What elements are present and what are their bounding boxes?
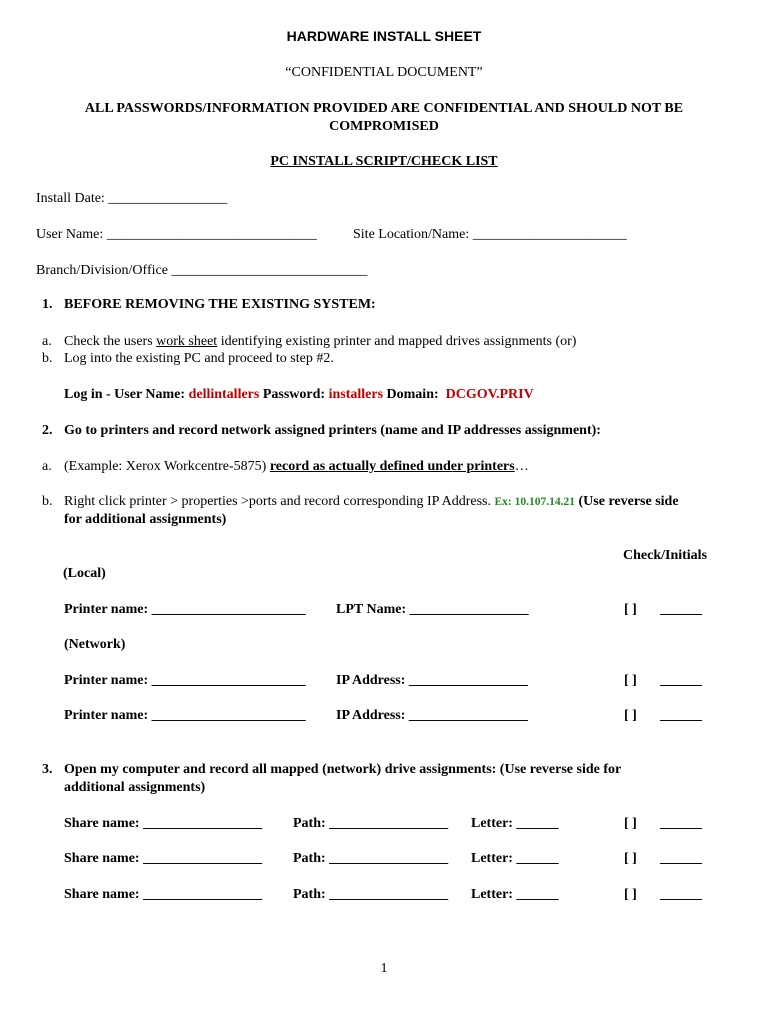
letter-field: Letter: ______ [471,816,559,831]
ip-address-field: IP Address: _________________ [336,708,528,723]
check-box[interactable]: [ ] [624,708,637,723]
local-printers-label: (Local) [63,566,106,581]
section2-item-b [64,493,679,511]
letter-field: Letter: ______ [471,851,559,866]
section2-item-b-note: (Use reverse side [575,494,679,509]
user-name-field: User Name: ______________________________ [36,227,317,242]
install-date-field: Install Date: _________________ [36,191,228,206]
section3-heading-line2: additional assignments) [64,780,206,795]
path-field: Path: _________________ [293,887,449,902]
network-printer-name-field: Printer name: ______________________ [64,708,306,723]
site-location-field: Site Location/Name: ______________________ [353,227,627,242]
initials-field: ______ [660,708,702,723]
section2-item-a [64,458,529,475]
confidential-warning-line1: ALL PASSWORDS/INFORMATION PROVIDED ARE CONFIDENTIAL AND SHOULD NOT BE [84,101,684,116]
section1-item-a-marker: a. [42,334,52,349]
document-subtitle: PC INSTALL SCRIPT/CHECK LIST [270,154,498,169]
initials-field: ______ [660,887,702,902]
ip-example: Ex: 10.107.14.21 [494,496,576,508]
domain-value: DCGOV.PRIV [445,387,534,402]
check-box[interactable]: [ ] [624,602,637,617]
login-user-value: dellintallers [188,387,260,402]
section1-number: 1. [42,297,53,312]
section1-item-a-pre: Check the users [64,334,157,349]
section2-number: 2. [42,423,53,438]
share-name-field: Share name: _________________ [64,816,263,831]
ip-address-field: IP Address: _________________ [336,673,528,688]
branch-field: Branch/Division/Office ____________________________ [36,263,368,278]
section2-item-a-pre: (Example: Xerox Workcentre-5875) [64,459,270,474]
section2-item-b-text: Right click printer > properties >ports and record corresponding IP Address. [64,494,495,509]
section1-item-b-marker: b. [42,351,53,366]
section2-item-a-emphasis: record as actually defined under printers [269,459,515,474]
lpt-name-field: LPT Name: _________________ [336,602,529,617]
share-name-field: Share name: _________________ [64,887,263,902]
password-label: Password: [259,387,329,402]
path-field: Path: _________________ [293,851,449,866]
letter-field: Letter: ______ [471,887,559,902]
password-value: installers [328,387,384,402]
section2-item-b-note-line2: for additional assignments) [64,512,227,527]
section3-number: 3. [42,762,53,777]
login-user-label: Log in - User Name: [64,387,189,402]
section2-item-a-marker: a. [42,459,52,474]
section1-item-a-post: identifying existing printer and mapped drives assignments (or) [217,334,577,349]
section3-heading-line1: Open my computer and record all mapped (network) drive assignments: (Use reverse side for [64,762,622,777]
page-number: 1 [380,961,388,976]
domain-label: Domain: [383,387,443,402]
local-printer-name-field: Printer name: ______________________ [64,602,306,617]
check-box[interactable]: [ ] [624,887,637,902]
section2-item-b-marker: b. [42,494,53,509]
initials-field: ______ [660,602,702,617]
work-sheet-link: work sheet [156,334,218,349]
initials-field: ______ [660,816,702,831]
initials-field: ______ [660,851,702,866]
confidential-warning-line2: COMPROMISED [329,119,439,134]
network-printers-label: (Network) [64,637,126,652]
check-box[interactable]: [ ] [624,851,637,866]
check-box[interactable]: [ ] [624,673,637,688]
section1-item-a [64,333,576,350]
check-box[interactable]: [ ] [624,816,637,831]
share-name-field: Share name: _________________ [64,851,263,866]
network-printer-name-field: Printer name: ______________________ [64,673,306,688]
initials-field: ______ [660,673,702,688]
document-title: HARDWARE INSTALL SHEET [286,28,482,44]
section1-item-b: Log into the existing PC and proceed to step #2. [64,351,334,366]
section2-item-a-post: … [514,459,529,474]
section1-heading: BEFORE REMOVING THE EXISTING SYSTEM: [64,297,376,312]
login-credentials [64,386,534,403]
confidential-label: “CONFIDENTIAL DOCUMENT” [285,65,483,80]
check-initials-header: Check/Initials [623,548,708,563]
section2-heading: Go to printers and record network assigned printers (name and IP addresses assignment): [64,423,601,438]
path-field: Path: _________________ [293,816,449,831]
